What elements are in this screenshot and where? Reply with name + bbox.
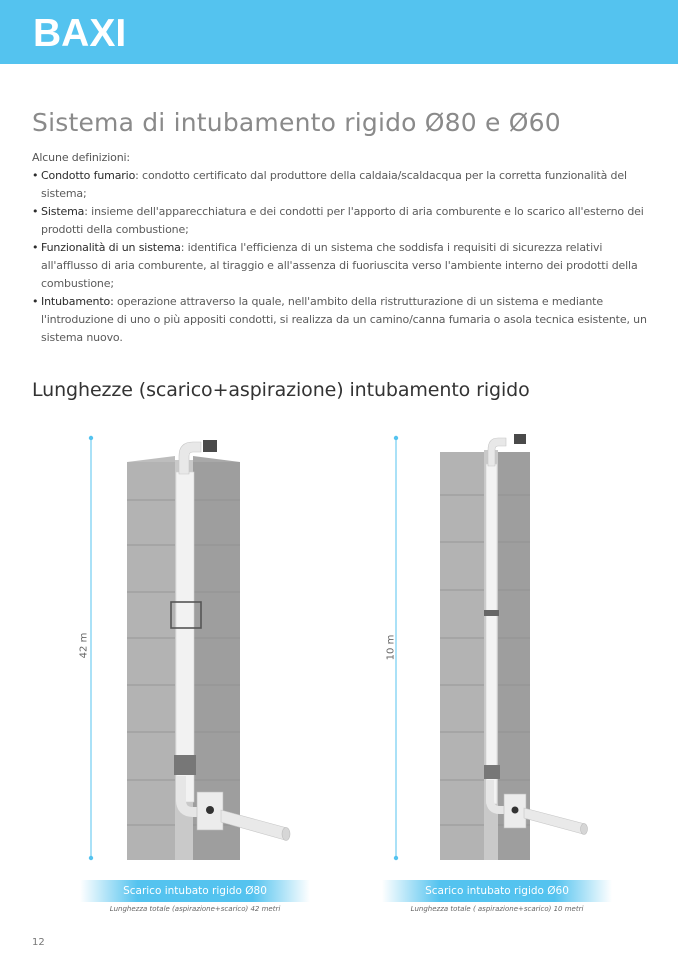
definition-term: Sistema: [41, 205, 85, 218]
definition-term: Condotto fumario: [41, 169, 136, 182]
height-label-60: 10 m: [385, 634, 397, 661]
definition-item: [32, 239, 652, 293]
chimney-80-illustration: [75, 420, 335, 890]
bullet-icon: •: [32, 295, 39, 308]
page-title: Sistema di intubamento rigido Ø80 e Ø60: [32, 108, 561, 137]
chimney-60-illustration: [380, 420, 620, 890]
definition-term: Funzionalità di un sistema: [41, 241, 181, 254]
height-label-80: 42 m: [78, 632, 90, 659]
definition-term: Intubamento:: [41, 295, 114, 308]
caption-80: Scarico intubato rigido Ø80: [80, 880, 310, 902]
bullet-icon: •: [32, 169, 39, 182]
definition-item: [32, 293, 652, 347]
header-bar: [0, 0, 678, 64]
figure-chimney-80: [75, 420, 335, 890]
caption-60: Scarico intubato rigido Ø60: [382, 880, 612, 902]
definition-text: operazione attraverso la quale, nell'ambito della ristrutturazione di un sistema e mediante l'introduzione di uno o più appositi condotti, si realizza da un camino/canna fumaria o asola tecnica esistente, un sistema nuovo.: [41, 295, 647, 344]
definition-item: [32, 203, 652, 239]
bullet-icon: •: [32, 205, 39, 218]
figure-chimney-60: [380, 420, 620, 890]
definitions-block: [32, 149, 652, 347]
subcaption-80: Lunghezza totale (aspirazione+scarico) 42 metri: [109, 905, 281, 913]
page-number: 12: [32, 937, 45, 948]
definition-text: : condotto certificato dal produttore della caldaia/scaldacqua per la corretta funzionalità del sistema;: [41, 169, 627, 200]
bullet-icon: •: [32, 241, 39, 254]
definition-item: [32, 167, 652, 203]
definitions-intro: Alcune definizioni:: [32, 151, 130, 164]
definition-text: : identifica l'efficienza di un sistema che soddisfa i requisiti di sicurezza relativi all'afflusso di aria comburente, al tiraggio e all'assenza di fuoriuscita verso l'ambiente interno dei prodotti della combustione;: [41, 241, 638, 290]
subcaption-60: Lunghezza totale ( aspirazione+scarico) 10 metri: [410, 905, 584, 913]
definition-text: : insieme dell'apparecchiatura e dei condotti per l'apporto di aria comburente e lo scarico all'esterno dei prodotti della combustione;: [41, 205, 644, 236]
brand-logo: BAXI: [33, 12, 127, 55]
section-title: Lunghezze (scarico+aspirazione) intubamento rigido: [32, 379, 530, 401]
